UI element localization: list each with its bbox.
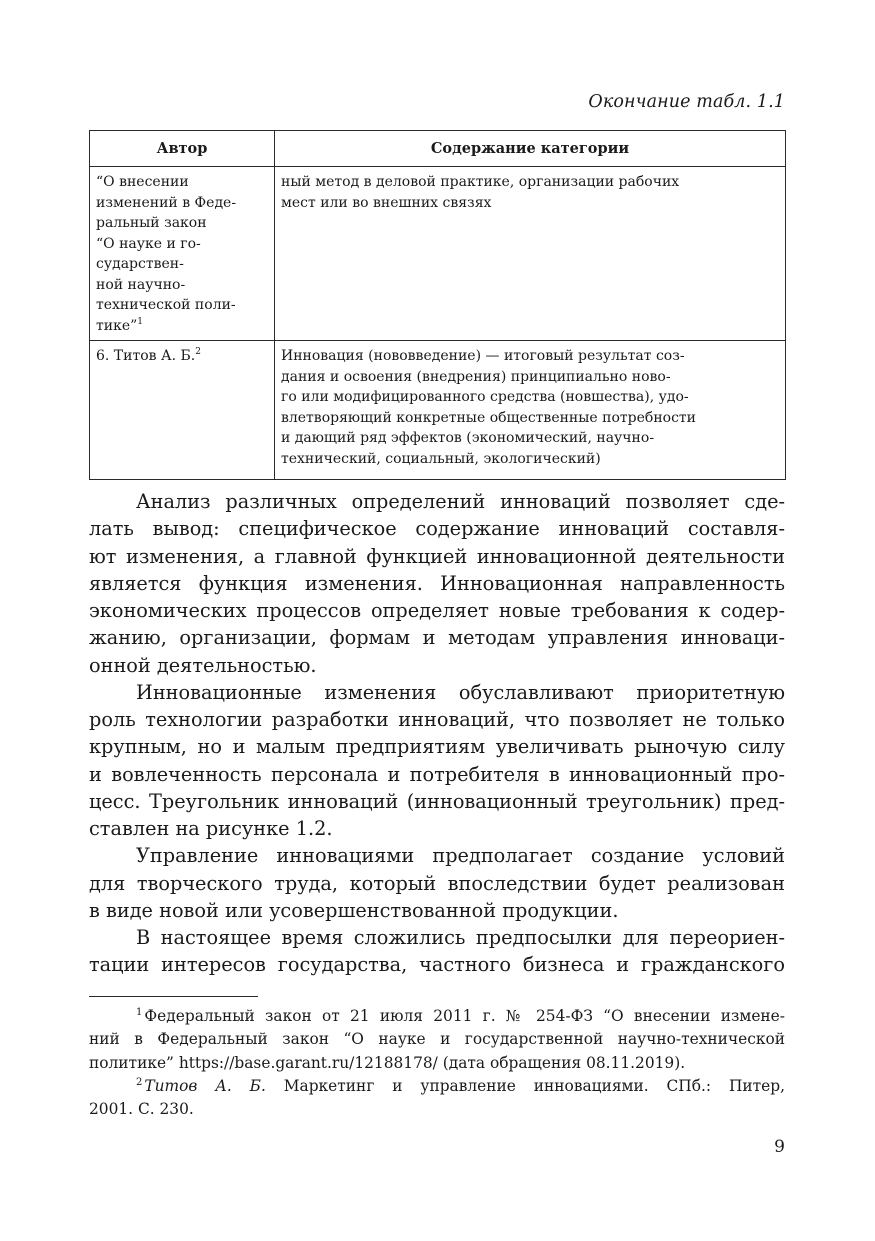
footnote-2 xyxy=(89,1075,785,1122)
paragraph xyxy=(89,679,785,843)
header-author: Автор xyxy=(90,131,275,167)
text-line: Инновационные изменения обуславливают приоритетную xyxy=(136,680,785,704)
cell-line: и дающий ряд эффектов (экономический, научно- xyxy=(281,430,655,446)
text-line: цесс. Треугольник инноваций (инновационный треугольник) пред- xyxy=(89,789,785,813)
cell-line: “О науке и го- xyxy=(96,235,201,252)
text-line: ют изменения, а главной функцией инновационной деятельности xyxy=(89,544,785,568)
paragraph xyxy=(89,488,785,679)
header-content: Содержание категории xyxy=(275,131,786,167)
text-line: является функция изменения. Инновационная направленность xyxy=(89,571,785,595)
text-line: ставлен на рисунке 1.2. xyxy=(89,817,333,840)
page-number: 9 xyxy=(774,1137,785,1157)
paragraph xyxy=(89,924,785,979)
cell-line xyxy=(96,316,270,337)
cell-line: технической поли- xyxy=(96,297,236,313)
footnote-ref: 1 xyxy=(137,316,144,327)
text-line: тации интересов государства, частного бизнеса и гражданского xyxy=(89,953,785,977)
running-head: Окончание табл. 1.1 xyxy=(588,92,785,112)
footnote-text: Маркетинг и управление инновациями. СПб.: Питер, xyxy=(265,1076,785,1095)
footnote-text: Федеральный закон от 21 июля 2011 г. № 254-ФЗ “О внесении измене- xyxy=(144,1007,785,1025)
definitions-table xyxy=(89,130,786,480)
paragraph xyxy=(89,842,785,924)
cell-line xyxy=(96,346,270,367)
cell-line: ной научно- xyxy=(96,276,186,293)
content-cell xyxy=(275,167,786,341)
body-text xyxy=(89,488,785,979)
text-line: Управление инновациями предполагает создание условий xyxy=(136,844,785,868)
table-header-row xyxy=(90,131,786,167)
text-line: жанию, организации, формам и методам управления инноваци- xyxy=(89,626,785,650)
table-row xyxy=(90,167,786,341)
cell-line: ральный закон xyxy=(96,215,207,231)
cell-line: изменений в Феде- xyxy=(96,194,237,211)
cell-text: тике” xyxy=(96,317,138,334)
text-line: в виде новой или усовершенствованной продукции. xyxy=(89,898,619,922)
footnotes xyxy=(89,1005,785,1121)
cell-line: сударствен- xyxy=(96,256,184,272)
cell-line: ный метод в деловой практике, организации рабочих xyxy=(281,174,680,190)
footnote-1 xyxy=(89,1005,785,1075)
cell-line: влетворяющий конкретные общественные потребности xyxy=(281,409,696,426)
footnote-line: политике” https://base.garant.ru/12188178/ (дата обращения 08.11.2019). xyxy=(89,1053,686,1072)
text-line: онной деятельностью. xyxy=(89,653,317,677)
text-line: крупным, но и малым предприятиям увеличивать рыночую силу xyxy=(89,735,785,759)
content-cell xyxy=(275,341,786,480)
cell-line: технический, социальный, экологический) xyxy=(281,450,601,467)
footnote-number: 1 xyxy=(136,1007,143,1018)
cell-text: 6. Титов А. Б. xyxy=(96,348,196,364)
footnote-rule xyxy=(89,996,258,997)
footnote-line xyxy=(89,1005,785,1028)
text-line: и вовлеченность персонала и потребителя в инновационный про- xyxy=(89,762,785,786)
cell-line: дания и освоения (внедрения) принципиально ново- xyxy=(281,368,671,385)
footnote-author: Титов А. Б. xyxy=(144,1076,266,1095)
cell-line: Инновация (нововведение) — итоговый результат соз- xyxy=(281,348,685,364)
footnote-line: 2001. С. 230. xyxy=(89,1100,194,1119)
cell-line: мест или во внешних связях xyxy=(281,194,492,211)
table-row xyxy=(90,341,786,480)
text-line: В настоящее время сложились предпосылки для переориен- xyxy=(136,926,785,949)
text-line: Анализ различных определений инноваций позволяет сде- xyxy=(136,490,785,513)
author-cell xyxy=(90,167,275,341)
footnote-ref: 2 xyxy=(195,347,201,357)
text-line: экономических процессов определяет новые требования к содер- xyxy=(89,599,785,622)
text-line: лать вывод: специфическое содержание инноваций составля- xyxy=(89,517,785,541)
text-line: роль технологии разработки инноваций, что позволяет не только xyxy=(89,708,785,731)
author-cell xyxy=(90,341,275,480)
cell-line: го или модифицированного средства (новшества), удо- xyxy=(281,389,689,405)
footnote-number: 2 xyxy=(136,1076,143,1088)
text-line: для творческого труда, который впоследствии будет реализован xyxy=(89,871,785,895)
footnote-line xyxy=(89,1075,785,1098)
cell-line: “О внесении xyxy=(96,174,189,190)
footnote-line: ний в Федеральный закон “О науке и государственной научно-технической xyxy=(89,1030,785,1049)
